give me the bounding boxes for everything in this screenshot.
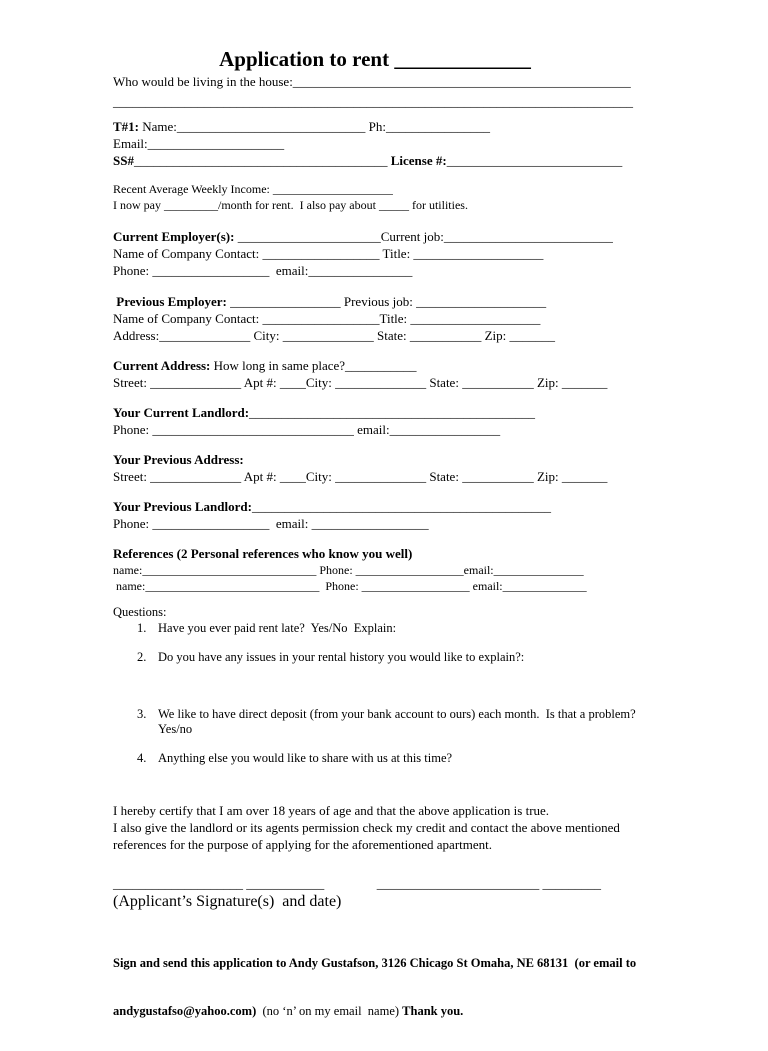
- question-3-text: [158, 707, 636, 738]
- previous-employer-line: [113, 293, 637, 310]
- current-landlord-label: Your Current Landlord:: [113, 405, 250, 420]
- question-2-text: Do you have any issues in your rental history you would like to explain?:: [158, 650, 525, 664]
- phone-email-line-3: Phone: __________________ email: __________________: [113, 516, 429, 531]
- previous-landlord-blank: ______________________________________________: [251, 499, 551, 514]
- previous-address-street-line: Street: ______________ Apt #: ____City: ______________ State: ___________ Zip: _______: [113, 469, 608, 484]
- tenant1-email-line: Email:_____________________: [113, 136, 285, 151]
- send-email-text: andygustafso@yahoo.com): [113, 1004, 260, 1018]
- phone-email-line-1: Phone: __________________ email:________________: [113, 263, 413, 278]
- current-address-label: Current Address:: [113, 358, 214, 373]
- license-label: License #:: [387, 153, 447, 168]
- send-instructions-line2: [113, 1003, 637, 1019]
- signature-blank-left: ____________________ ____________: [113, 876, 325, 891]
- previous-employer-address-line: Address:______________ City: ______________ State: ___________ Zip: _______: [113, 328, 555, 343]
- company-contact-line-1: Name of Company Contact: __________________ Title: ____________________: [113, 246, 544, 261]
- signature-blank-row: [113, 875, 637, 892]
- current-landlord-blank: ____________________________________________: [249, 405, 536, 420]
- question-1: [113, 621, 637, 637]
- send-instructions: [113, 923, 637, 1051]
- question-3-number: 3.: [137, 706, 147, 721]
- question-3-text-line1: We like to have direct deposit (from your bank account to ours) each month. Is that a problem?: [158, 706, 636, 721]
- current-landlord-line: [113, 404, 637, 421]
- previous-address-label: Your Previous Address:: [113, 452, 244, 467]
- question-2-number: 2.: [137, 650, 147, 664]
- reference-line-1: name:_____________________________ Phone: __________________email:_______________: [113, 563, 584, 577]
- question-3: [113, 707, 637, 738]
- reference-line-2: name:_____________________________ Phone: __________________ email:______________: [113, 579, 587, 593]
- previous-address-heading: [113, 451, 637, 468]
- tenant1-ss-license-line: [113, 152, 637, 169]
- ss-label: SS#: [113, 153, 134, 168]
- rent-utilities-line: I now pay _________/month for rent. I also pay about _____ for utilities.: [113, 198, 468, 212]
- send-instructions-line1: Sign and send this application to Andy Gustafson, 3126 Chicago St Omaha, NE 68131 (or email to: [113, 956, 637, 970]
- question-1-text: Have you ever paid rent late? Yes/No Explain:: [158, 620, 397, 635]
- send-email-note: (no ‘n’ on my email name): [259, 1004, 403, 1018]
- certify-line-3: references for the purpose of applying for the aforementioned apartment.: [113, 837, 493, 852]
- questions-heading: Questions:: [113, 605, 167, 619]
- previous-landlord-line: [113, 498, 637, 515]
- question-4-text: Anything else you would like to share with us at this time?: [158, 750, 453, 765]
- question-4: [113, 751, 637, 767]
- previous-landlord-label: Your Previous Landlord:: [113, 499, 252, 514]
- tenant1-name-phone-blanks: Name:_____________________________ Ph:________________: [139, 119, 490, 134]
- how-long-blank: How long in same place?___________: [213, 358, 417, 373]
- question-2: [113, 650, 637, 666]
- who-living-line: Who would be living in the house:____________________________________________________: [113, 74, 631, 89]
- page-title: Application to rent _____________: [219, 47, 531, 71]
- certify-line-2: I also give the landlord or its agents permission check my credit and contact the above mentioned: [113, 820, 620, 835]
- tenant1-label: T#1:: [113, 119, 139, 134]
- previous-employer-label: Previous Employer:: [113, 294, 231, 309]
- references-label: References (2 Personal references who know you well): [113, 546, 413, 561]
- send-thank-you: Thank you.: [402, 1004, 464, 1018]
- signature-caption: (Applicant’s Signature(s) and date): [113, 893, 342, 910]
- weekly-income-line: Recent Average Weekly Income: ____________________: [113, 182, 393, 196]
- rule-line: ________________________________________________________________________________: [113, 94, 633, 109]
- signature-blank-right: _________________________ _________: [376, 876, 601, 891]
- question-3-text-line2: Yes/no: [158, 722, 193, 736]
- ss-blank: _______________________________________: [133, 153, 388, 168]
- current-address-line: [113, 357, 637, 374]
- question-4-number: 4.: [137, 750, 147, 765]
- current-employer-blanks: ______________________Current job:__________________________: [237, 229, 613, 244]
- question-1-number: 1.: [137, 620, 147, 635]
- references-heading: [113, 545, 637, 562]
- current-address-street-line: Street: ______________ Apt #: ____City: ______________ State: ___________ Zip: _______: [113, 375, 608, 390]
- current-employer-label: Current Employer(s):: [113, 229, 238, 244]
- phone-email-line-2: Phone: _______________________________ email:_________________: [113, 422, 501, 437]
- current-employer-line: [113, 228, 637, 245]
- license-blank: ___________________________: [446, 153, 623, 168]
- certify-line-1: I hereby certify that I am over 18 years of age and that the above application is true.: [113, 803, 550, 818]
- previous-employer-blanks: _________________ Previous job: ____________________: [230, 294, 547, 309]
- tenant1-name-line: [113, 118, 637, 135]
- company-contact-line-2: Name of Company Contact: __________________Title: ____________________: [113, 311, 541, 326]
